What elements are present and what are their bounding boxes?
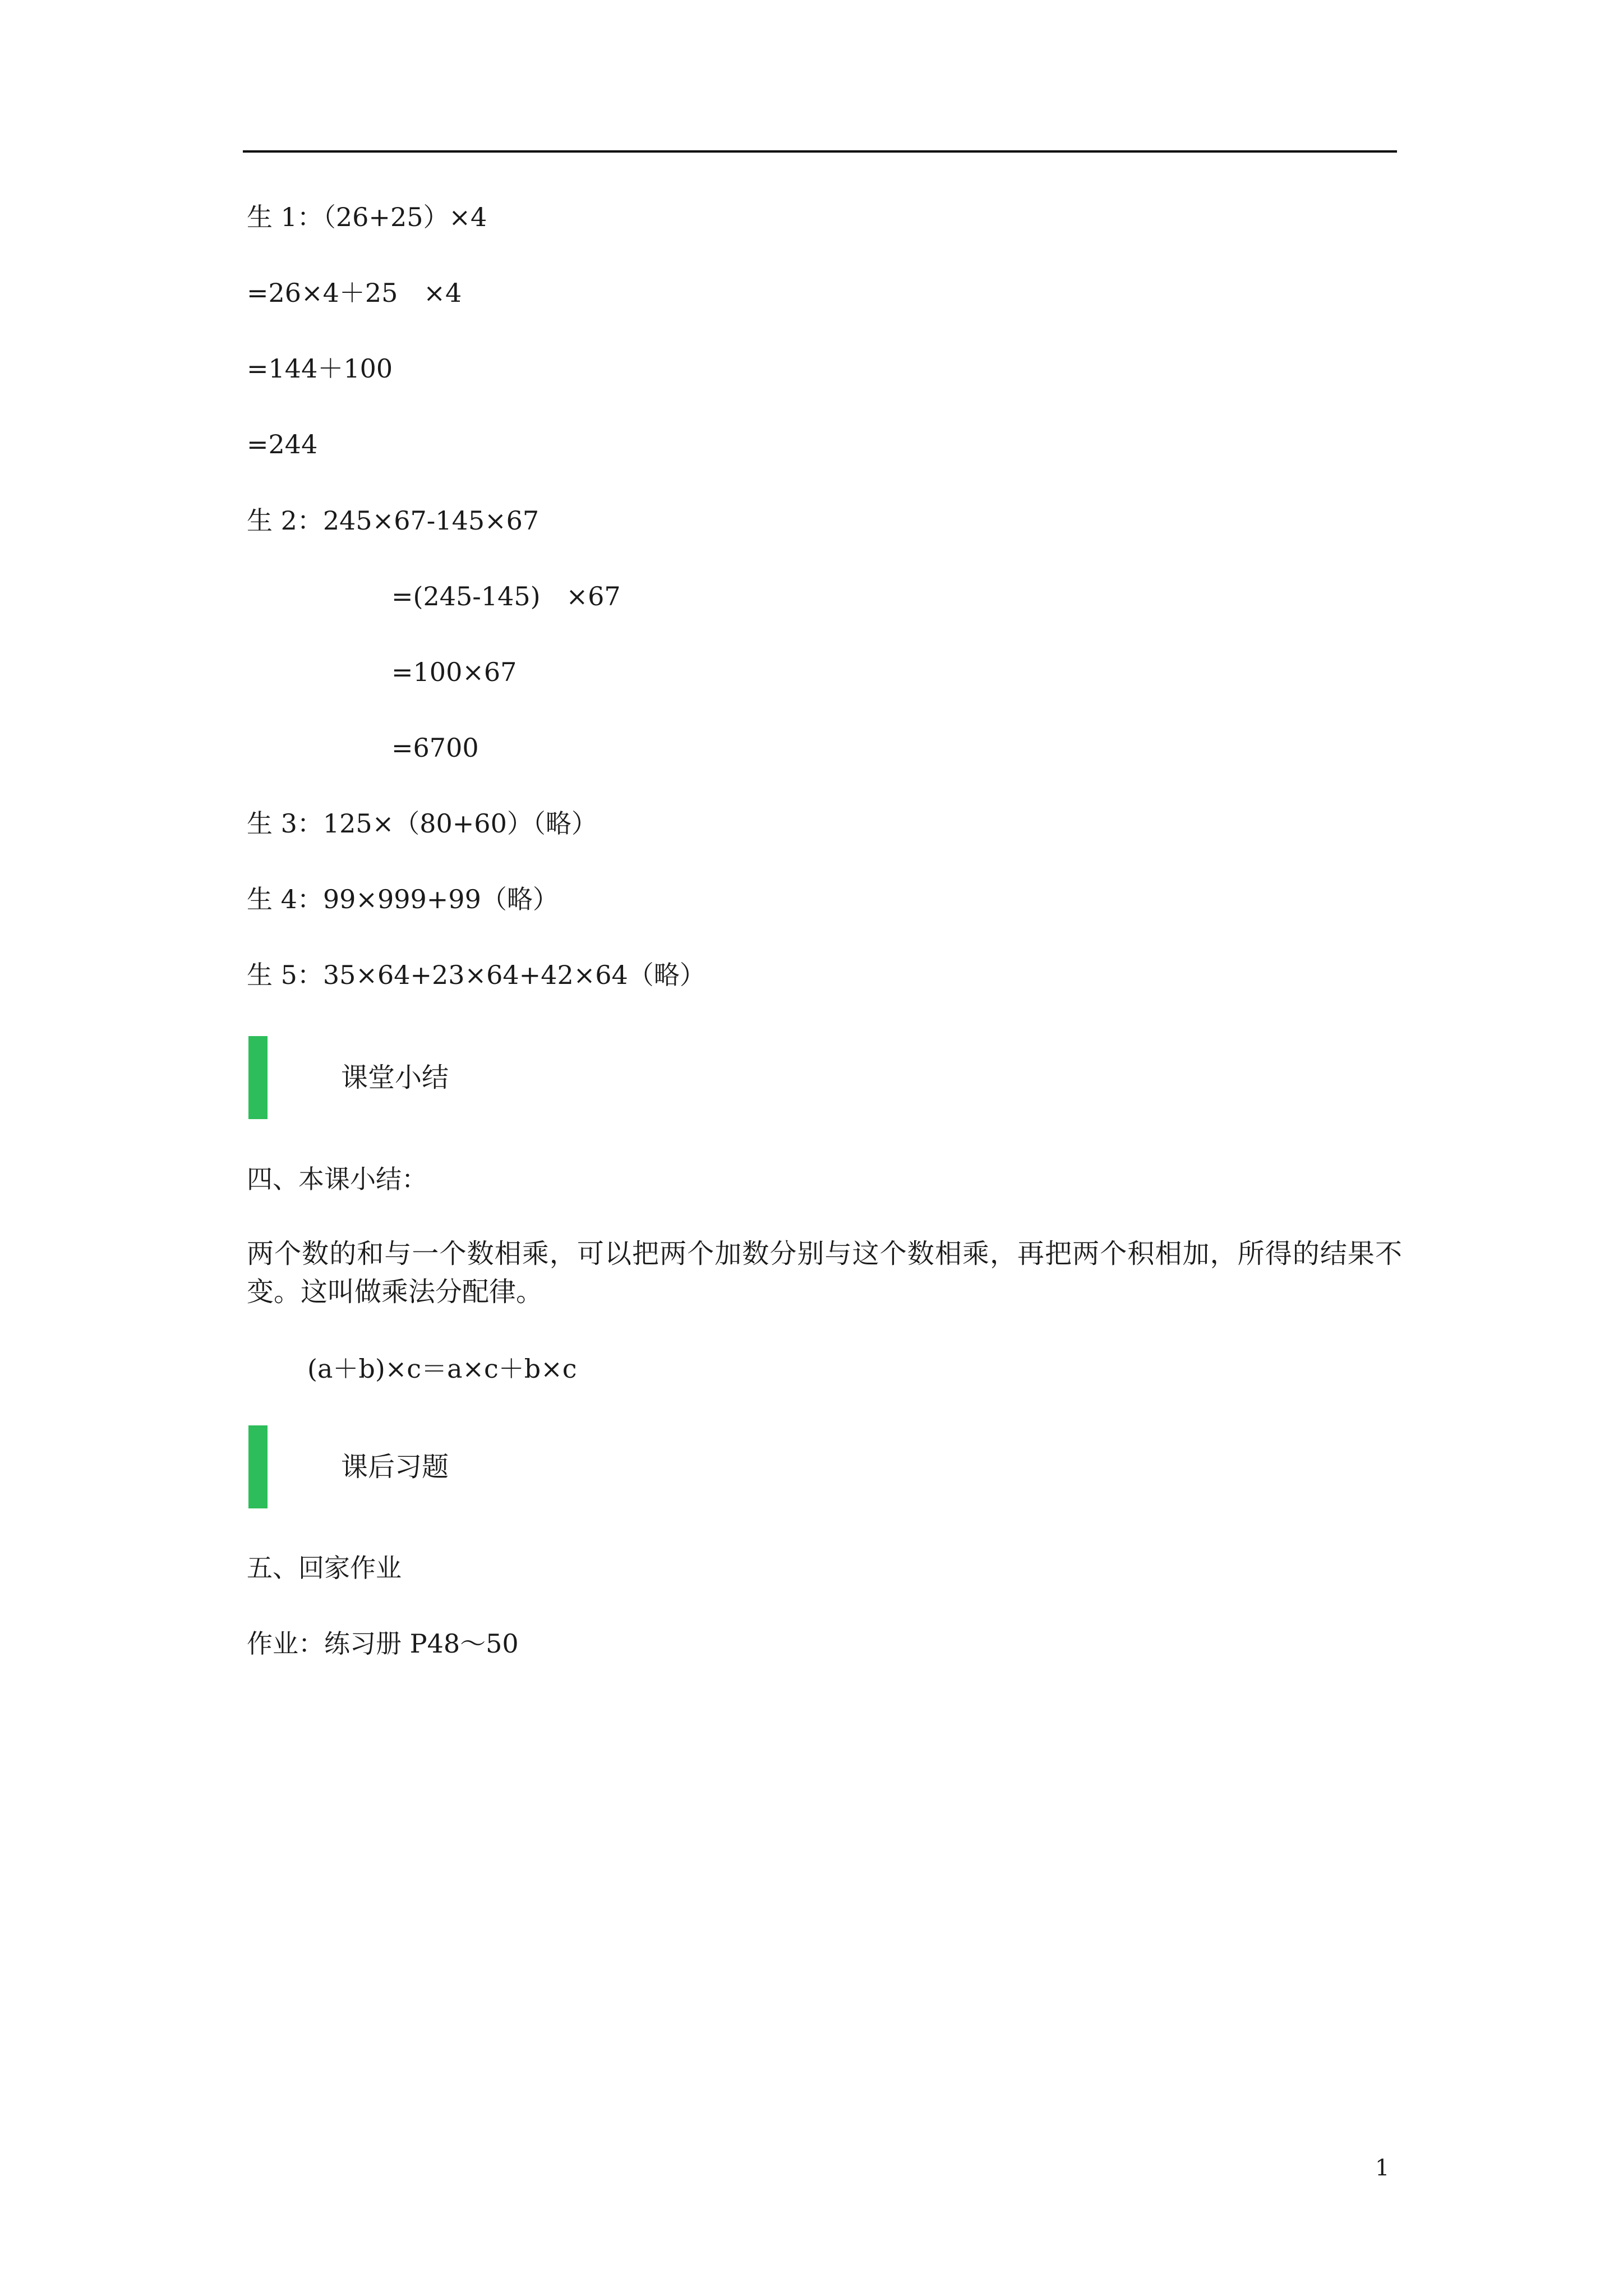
student-1-step-2: =144＋100 — [247, 353, 393, 384]
summary-heading: 四、本课小结： — [247, 1164, 427, 1194]
student-2-step-3: =6700 — [391, 733, 479, 763]
section-title: 课后习题 — [341, 1451, 449, 1483]
homework-heading: 五、回家作业 — [247, 1553, 402, 1583]
section-homework — [248, 1425, 585, 1508]
student-3-expression: 生 3：125×（80+60）（略） — [247, 808, 597, 839]
homework-assignment: 作业：练习册 P48～50 — [247, 1628, 519, 1659]
student-1-expression: 生 1：（26+25）×4 — [247, 202, 487, 232]
student-2-step-1: =(245-145) ×67 — [391, 581, 621, 611]
page-number: 1 — [1375, 2155, 1390, 2181]
header-rule — [243, 150, 1397, 153]
student-4-expression: 生 4：99×999+99（略） — [247, 884, 559, 914]
section-marker-bar — [248, 1425, 268, 1508]
section-title: 课堂小结 — [341, 1062, 449, 1093]
student-2-step-2: =100×67 — [391, 657, 517, 687]
student-2-expression: 生 2：245×67-145×67 — [247, 505, 540, 536]
section-marker-bar — [248, 1036, 268, 1119]
summary-paragraph: 两个数的和与一个数相乘，可以把两个加数分别与这个数相乘，再把两个积相加，所得的结果不变。这叫做乘法分配律。 — [247, 1238, 1402, 1308]
student-1-step-3: =244 — [247, 429, 318, 459]
student-1-step-1: =26×4＋25 ×4 — [247, 278, 462, 308]
distributive-law-formula: (a＋b)×c＝a×c＋b×c — [307, 1354, 577, 1384]
section-class-summary — [248, 1036, 585, 1119]
student-5-expression: 生 5：35×64+23×64+42×64（略） — [247, 960, 706, 990]
